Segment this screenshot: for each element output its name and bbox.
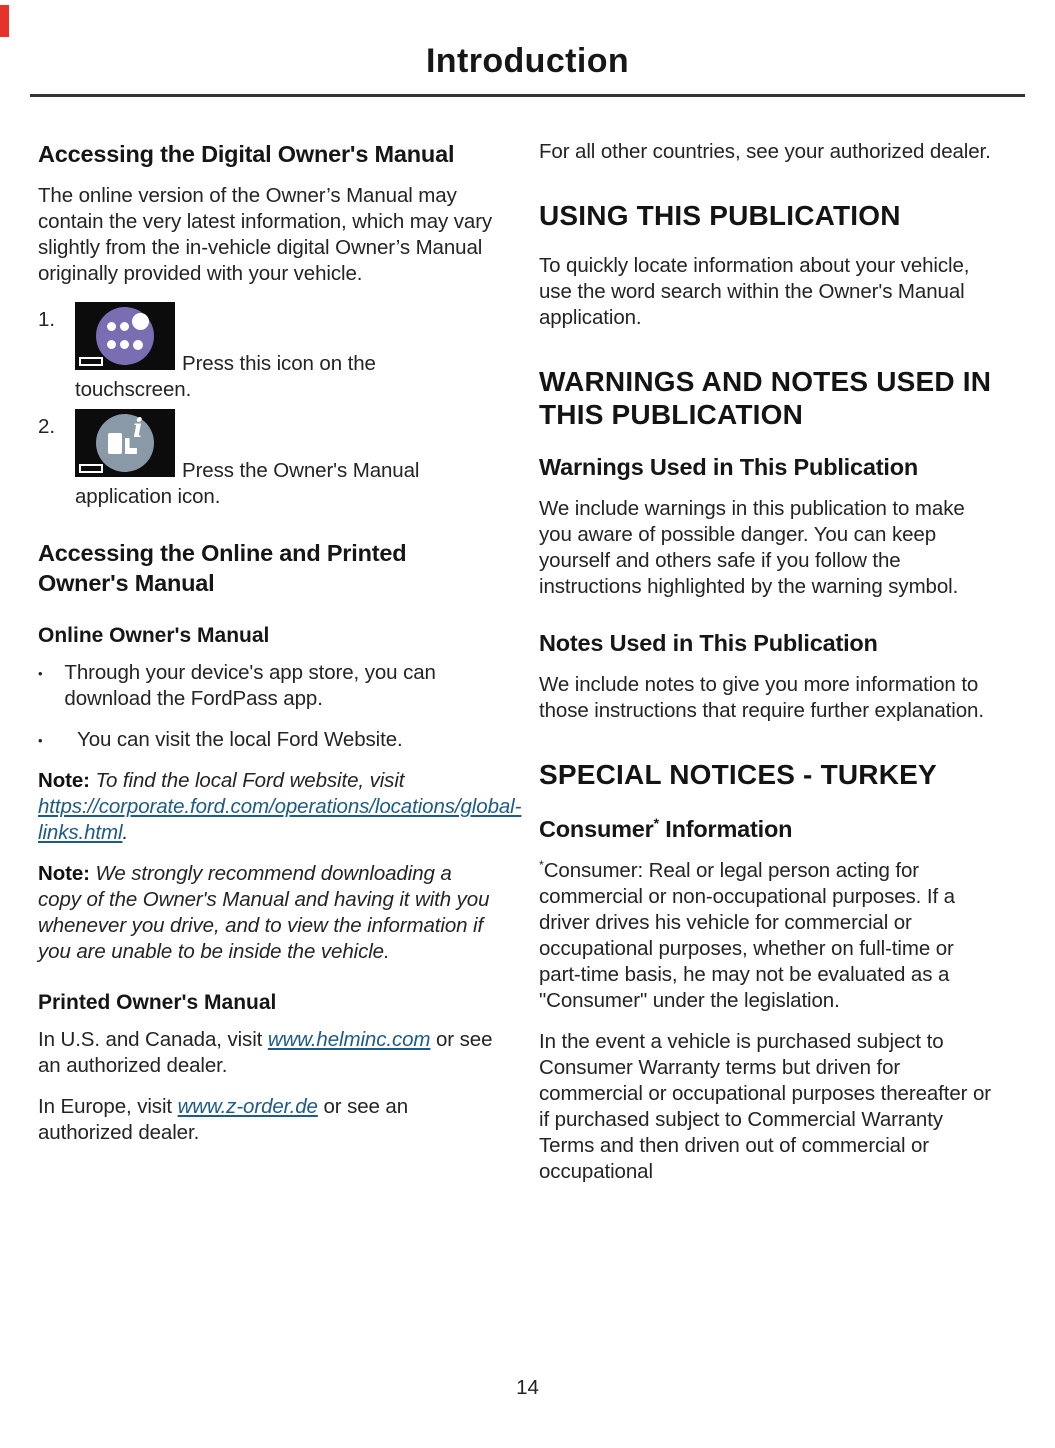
paragraph-warranty-terms: In the event a vehicle is purchased subject to Consumer Warranty terms but driven for commercial or occupational purposes thereafter or if purchased subject to Commercial Warranty Terms and then driven out of commercial or occupational	[539, 1029, 992, 1183]
step-2-number: 2.	[38, 415, 56, 439]
subheading-online-manual: Online Owner's Manual	[38, 624, 270, 648]
paragraph-other-countries: For all other countries, see your authorized dealer.	[539, 140, 991, 163]
book-icon	[108, 433, 122, 454]
red-corner-mark	[0, 5, 9, 37]
asterisk-superscript: *	[653, 814, 659, 831]
paragraph-digital-manual: The online version of the Owner’s Manual may contain the very latest information, which may vary slightly from the in-vehicle digital Owner’s Manual originally provided with your vehicle.	[38, 184, 493, 286]
text-segment: Information	[658, 815, 793, 842]
heading-using-publication: USING THIS PUBLICATION	[539, 200, 901, 231]
tile-label-placeholder	[79, 357, 103, 366]
bullet-text-ford-website: You can visit the local Ford Website.	[77, 728, 403, 752]
text-segment: In U.S. and Canada, visit	[38, 1028, 268, 1052]
right-column	[539, 139, 996, 1200]
paragraph-consumer-definition	[539, 858, 996, 1014]
step-1-body	[75, 302, 495, 403]
note-download-copy	[38, 861, 495, 965]
bullet-text-fordpass: Through your device's app store, you can download the FordPass app.	[64, 661, 436, 711]
page-header	[0, 42, 1055, 97]
bullet-icon: •	[38, 666, 43, 682]
text-segment: or see an authorized dealer.	[38, 1028, 493, 1078]
corporate-ford-link[interactable]: https://corporate.ford.com/operations/locations/global-links.html	[38, 795, 522, 845]
step-2	[38, 409, 495, 510]
owners-manual-app-icon	[75, 409, 175, 477]
step-1	[38, 302, 495, 403]
note-text: To find the local Ford website, visit	[89, 769, 405, 793]
note-text: We strongly recommend downloading a copy of the Owner's Manual and having it with you whenever you drive, and to view the information if you are unable to be inside the vehicle.	[38, 862, 490, 964]
heading-special-notices-turkey: SPECIAL NOTICES - TURKEY	[539, 758, 937, 790]
note-label: Note:	[38, 769, 90, 793]
page-title: Introduction	[425, 42, 630, 80]
bullet-item	[38, 660, 495, 712]
subheading-printed-manual: Printed Owner's Manual	[38, 991, 277, 1015]
info-glyph: i	[133, 414, 143, 445]
asterisk-superscript: *	[539, 857, 544, 872]
note-label: Note:	[38, 862, 90, 886]
bullet-icon: •	[38, 733, 43, 749]
note-local-website	[38, 768, 522, 846]
bullet-item	[38, 727, 495, 753]
subheading-notes-used: Notes Used in This Publication	[539, 629, 878, 656]
z-order-link[interactable]: www.z-order.de	[177, 1095, 318, 1119]
text-segment: Consumer	[539, 815, 654, 842]
heading-accessing-digital: Accessing the Digital Owner's Manual	[38, 141, 455, 167]
text-segment: In Europe, visit	[38, 1095, 178, 1119]
tile-label-placeholder	[79, 464, 103, 473]
heading-warnings-notes: WARNINGS AND NOTES USED IN THIS PUBLICATION	[539, 365, 992, 431]
helminc-link[interactable]: www.helminc.com	[267, 1028, 431, 1052]
left-column	[38, 139, 522, 1200]
note-suffix: .	[122, 821, 129, 845]
two-column-layout	[0, 97, 1055, 1200]
text-segment: or see an authorized dealer.	[38, 1095, 409, 1145]
paragraph-notes-used: We include notes to give you more information to those instructions that require further explanation.	[539, 672, 984, 722]
step-2-body	[75, 409, 495, 510]
paragraph-europe	[38, 1094, 495, 1146]
page-footer	[0, 1376, 1055, 1400]
manual-icon-circle	[96, 414, 154, 472]
paragraph-using-publication: To quickly locate information about your vehicle, use the word search within the Owner's Manual application.	[539, 253, 970, 329]
step-2-text: Press the Owner's Manual application icon.	[75, 459, 420, 509]
step-1-number: 1.	[38, 308, 56, 332]
page-number: 14	[516, 1376, 539, 1399]
step-1-text: Press this icon on the touchscreen.	[75, 352, 376, 402]
text-segment: Consumer: Real or legal person acting for commercial or non-occupational purposes. If a driver drives his vehicle for commercial or occupational purposes, whether on full-time or part-time basis, he may not be evaluated as a "Consumer" under the legislation.	[539, 858, 955, 1012]
subheading-warnings-used: Warnings Used in This Publication	[539, 453, 919, 480]
app-grid-icon	[75, 302, 175, 370]
paragraph-warnings-used: We include warnings in this publication to make you aware of possible danger. You can keep yourself and others safe if you follow the instructions highlighted by the warning symbol.	[539, 496, 965, 598]
app-grid-circle	[96, 307, 154, 365]
paragraph-us-canada	[38, 1027, 495, 1079]
heading-accessing-online-printed: Accessing the Online and Printed Owner's Manual	[38, 540, 407, 597]
subheading-consumer-information	[539, 814, 996, 844]
